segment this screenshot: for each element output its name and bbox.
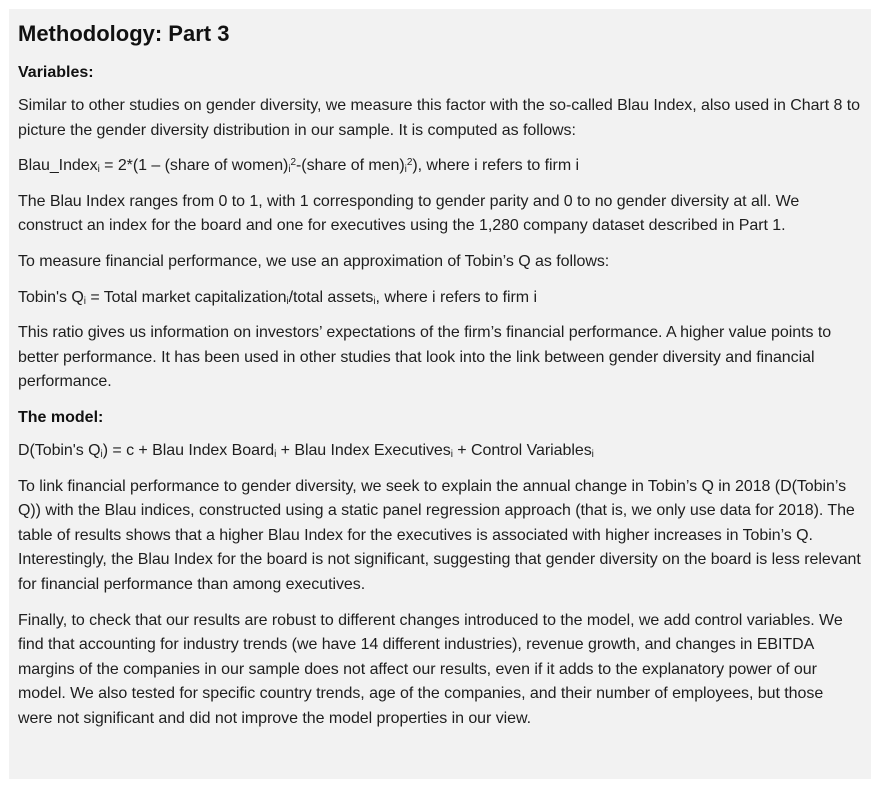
model-formula-sub: i xyxy=(591,448,594,460)
blau-range-paragraph: The Blau Index ranges from 0 to 1, with 1 corresponding to gender parity and 0 to no gender diversity at all. We construct an index for the board and one for executives using the 1,280 company dataset described in Part 1. xyxy=(18,192,800,235)
page-title: Methodology: Part 3 xyxy=(18,21,230,46)
blau-formula-sub: i xyxy=(404,164,407,176)
blau-formula-sub: i xyxy=(97,164,100,176)
tobin-formula-sub: i xyxy=(83,295,86,307)
blau-formula-sup: 2 xyxy=(406,157,413,169)
tobin-formula xyxy=(18,286,862,311)
blau-formula-sub: i xyxy=(288,164,291,176)
blau-formula-part3: ), where i refers to firm i xyxy=(412,157,580,175)
model-formula-sub: i xyxy=(450,448,453,460)
tobin-formula-part2: /total assets xyxy=(288,288,374,306)
model-formula xyxy=(18,439,862,464)
model-formula-sub: i xyxy=(274,448,277,460)
tobin-formula-part3: , where i refers to firm i xyxy=(375,288,537,306)
variables-heading: Variables: xyxy=(18,64,94,81)
blau-formula xyxy=(18,154,862,179)
model-formula-lhs: D(Tobin's Q xyxy=(18,441,101,459)
tobin-intro-paragraph: To measure financial performance, we use an approximation of Tobin’s Q as follows: xyxy=(18,252,610,270)
tobin-formula-sub: i xyxy=(373,295,376,307)
blau-intro-paragraph: Similar to other studies on gender diversity, we measure this factor with the so-called Blau Index, also used in Chart 8 to picture the gender diversity distribution in our sample. It is computed as follows: xyxy=(18,97,860,139)
blau-formula-part2: -(share of men) xyxy=(296,157,405,175)
blau-formula-sup: 2 xyxy=(290,157,297,169)
model-formula-part1: ) = c + Blau Index Board xyxy=(102,441,275,459)
blau-formula-part1: = 2*(1 – (share of women) xyxy=(99,157,289,175)
model-heading: The model: xyxy=(18,408,104,426)
model-formula-part2: + Blau Index Executives xyxy=(276,441,451,459)
link-paragraph: To link financial performance to gender diversity, we seek to explain the annual change in Tobin’s Q in 2018 (D(Tobin’s Q)) with the Blau indices, constructed using a static panel regression approach (that is, we only use data for 2018). The table of results shows that a higher Blau Index for the executives is associated with higher increases in Tobin’s Q. Interestingly, the Blau Index for the board is not significant, suggesting that gender diversity on the board is less relevant for financial performance than among executives. xyxy=(18,477,861,593)
model-formula-sub: i xyxy=(100,448,103,460)
finally-paragraph: Finally, to check that our results are robust to different changes introduced to the model, we add control variables. We find that accounting for industry trends (we have 14 different industries), revenue growth, and changes in EBITDA margins of the companies in our sample does not affect our results, even if it adds to the explanatory power of our model. We also tested for specific country trends, age of the companies, and their number of employees, but those were not significant and did not improve the model properties in our view. xyxy=(18,611,843,727)
tobin-formula-sub: i xyxy=(286,295,289,307)
tobin-formula-part1: = Total market capitalization xyxy=(85,288,287,306)
blau-formula-lhs: Blau_Index xyxy=(18,157,98,175)
ratio-paragraph: This ratio gives us information on investors’ expectations of the firm’s financial performance. A higher value points to better performance. It has been used in other studies that look into the link between gender diversity and financial performance. xyxy=(18,324,832,391)
methodology-panel xyxy=(9,9,871,779)
model-formula-part3: + Control Variables xyxy=(452,441,592,459)
tobin-formula-lhs: Tobin's Q xyxy=(18,288,84,306)
